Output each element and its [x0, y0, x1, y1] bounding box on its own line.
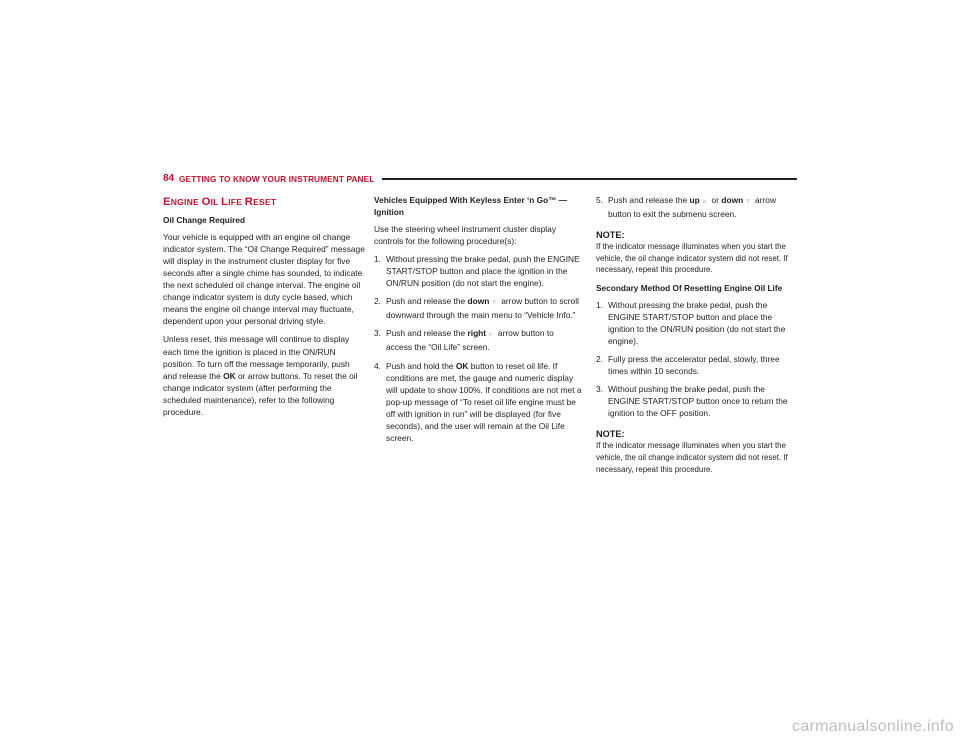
- list-item: 1. Without pressing the brake pedal, push the ENGINE START/STOP button and place the ignition to the ON/RUN position (do not start the engine).: [596, 299, 786, 347]
- note-text: If the indicator message illuminates when you start the vehicle, the oil change indicator system did not reset. If necessary, repeat this procedure.: [596, 242, 788, 275]
- list-item: 3. Push and release the right ▹ arrow button to access the “Oil Life” screen.: [374, 328, 554, 353]
- watermark: carmanualsonline.info: [792, 718, 954, 735]
- page-number: 84: [163, 173, 175, 184]
- column-3: [596, 194, 798, 481]
- list-item: 1. Without pressing the brake pedal, push the ENGINE START/STOP button and place the ignition in the ON/RUN position (do not start the engine).: [374, 254, 580, 289]
- secondary-procedure-list: [596, 299, 798, 419]
- page-header: [163, 173, 797, 185]
- procedure-list-continued: [596, 194, 798, 220]
- note-label: NOTE:: [596, 429, 625, 440]
- column-1: [163, 194, 365, 424]
- list-item: 2. Push and release the down ▿ arrow button to scroll downward through the main menu to “Vehicle Info.”: [374, 296, 579, 321]
- paragraph-reset-info: Unless reset, this message will continue to display each time the ignition is placed in the ON/RUN position. To turn off the message temporarily, push and release the OK or arrow buttons. To reset the oil change indicator system (after performing the scheduled maintenance), refer to the following procedure.: [163, 334, 358, 417]
- paragraph-intro: Your vehicle is equipped with an engine oil change indicator system. The “Oil Change Required” message will display in the instrument cluster display for five seconds after a single chime has sounded, to indicate the next scheduled oil change interval. The engine oil change indicator system is duty cycle based, which means the engine oil change interval may fluctuate, dependent upon your personal driving style.: [163, 232, 365, 327]
- up-arrow-icon: ▵: [702, 198, 707, 205]
- subheading-oil-change-required: Oil Change Required: [163, 215, 246, 226]
- subheading-secondary-method: Secondary Method Of Resetting Engine Oil Life: [596, 282, 783, 293]
- down-arrow-icon: ▿: [746, 198, 750, 205]
- page-title: ENGINE OIL LIFE RESET: [163, 196, 277, 208]
- down-arrow-icon: ▿: [492, 299, 496, 307]
- note-label: NOTE:: [596, 230, 625, 241]
- note-text: If the indicator message illuminates when you start the vehicle, the oil change indicator system did not reset. If necessary, repeat this procedure.: [596, 441, 788, 474]
- list-item: 5. Push and release the up ▵ or down ▿ arrow button to exit the submenu screen.: [596, 195, 777, 220]
- right-arrow-icon: ▹: [489, 331, 493, 339]
- section-title: GETTING TO KNOW YOUR INSTRUMENT PANEL: [179, 174, 375, 184]
- paragraph-procedure-intro: Use the steering wheel instrument cluster display controls for the following procedure(s):: [374, 224, 557, 247]
- subheading-keyless: Vehicles Equipped With Keyless Enter ‘n Go™ — Ignition: [374, 195, 568, 218]
- list-item: 4. Push and hold the OK button to reset oil life. If conditions are met, the gauge and numeric display will update to show 100%. If conditions are not met a pop-up message of “To reset oil life engine must be off with ignition in run” will be displayed (for five seconds), and the user will remain at the Oil Life screen.: [374, 360, 582, 443]
- procedure-list: [374, 253, 582, 444]
- list-item: 2. Fully press the accelerator pedal, slowly, three times within 10 seconds.: [596, 354, 780, 377]
- header-rule: [382, 178, 797, 180]
- list-item: 3. Without pushing the brake pedal, push the ENGINE START/STOP button once to return the ignition to the OFF position.: [596, 384, 788, 419]
- column-2: [374, 194, 582, 450]
